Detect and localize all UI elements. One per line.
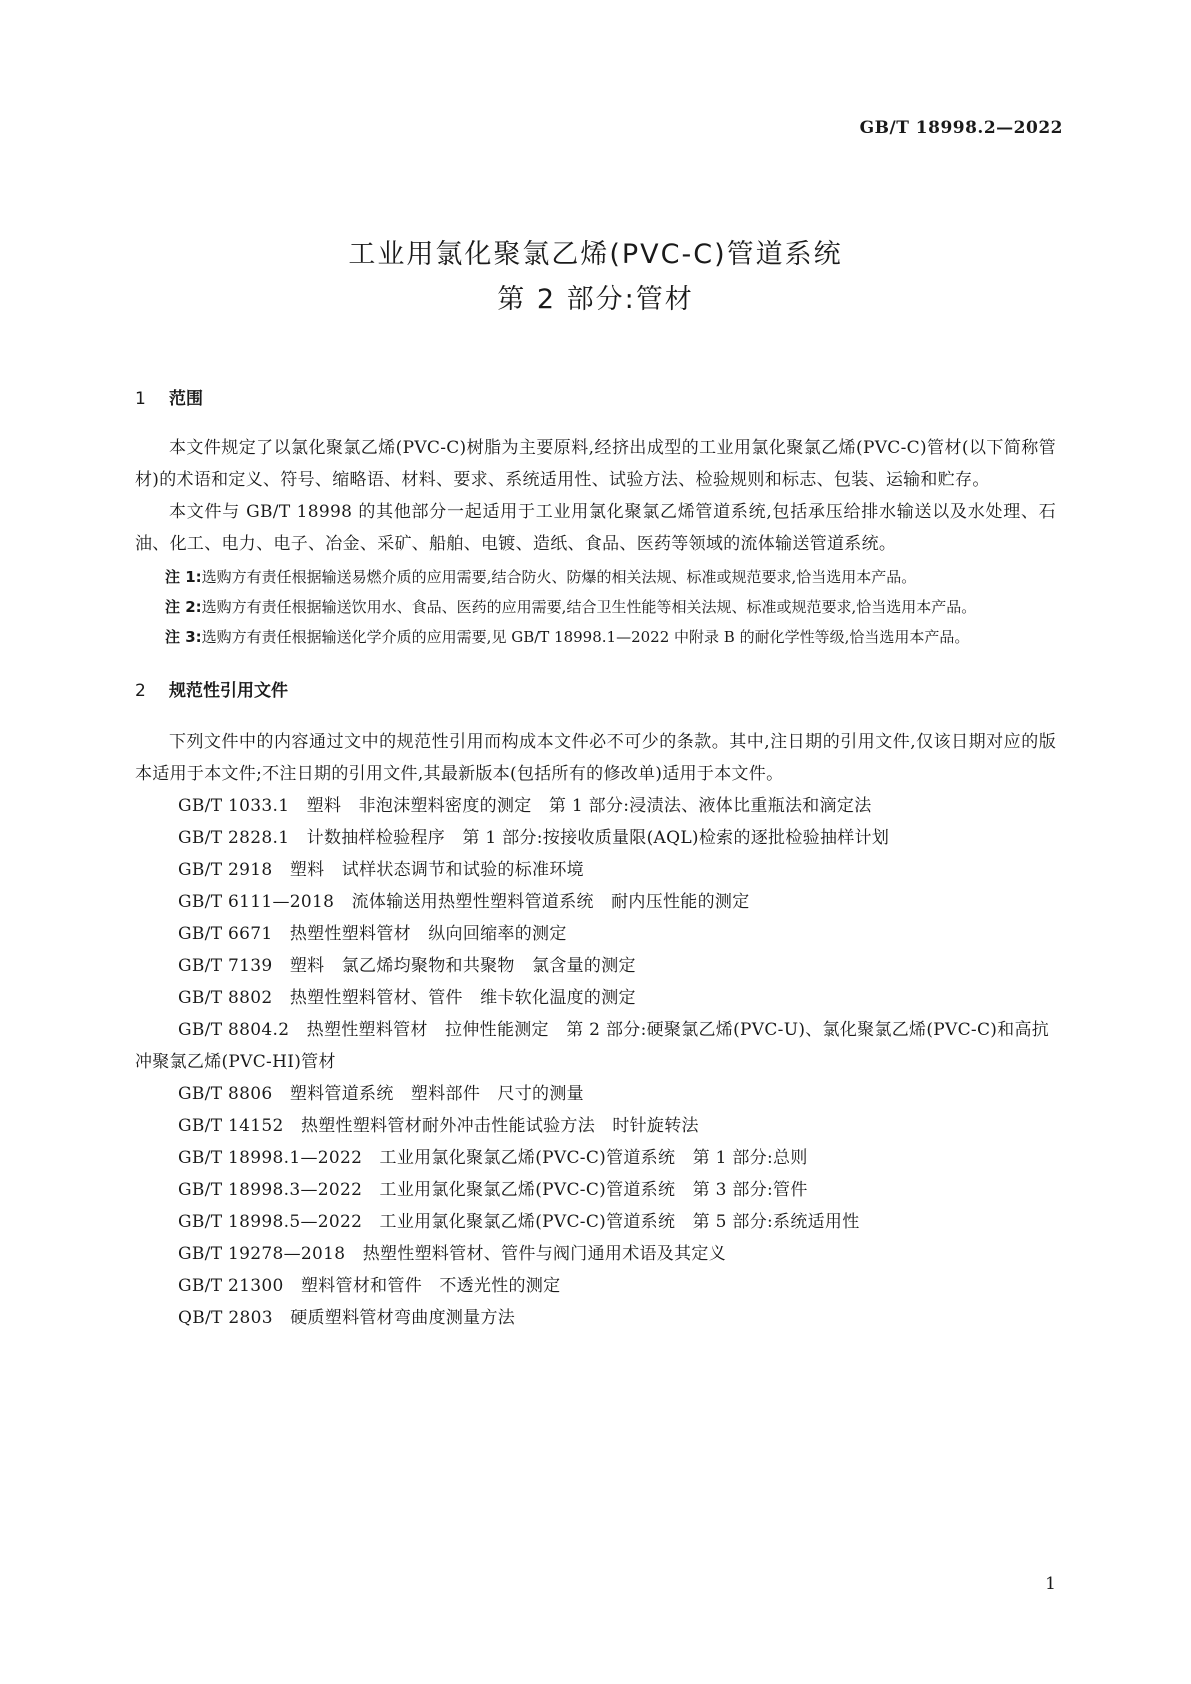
note-label: 注 3: xyxy=(165,628,202,646)
reference-code: GB/T 18998.1—2022 xyxy=(178,1148,363,1168)
reference-code: GB/T 18998.5—2022 xyxy=(178,1212,363,1232)
note xyxy=(127,562,1056,592)
reference-title: 塑料 试样状态调节和试验的标准环境 xyxy=(289,860,584,880)
note-label: 注 1: xyxy=(165,568,202,586)
reference-code: GB/T 1033.1 xyxy=(178,796,290,816)
reference-title: 热塑性塑料管材 拉伸性能测定 第 2 部分:硬聚氯乙烯(PVC-U)、氯化聚氯乙烯(PVC-C)和高抗冲聚氯乙烯(PVC-HI)管材 xyxy=(135,1020,1050,1072)
reference-item xyxy=(135,1174,1056,1206)
reference-title: 塑料管材和管件 不透光性的测定 xyxy=(300,1276,561,1296)
reference-title: 热塑性塑料管材、管件 维卡软化温度的测定 xyxy=(289,988,636,1008)
reference-item xyxy=(135,1078,1056,1110)
section-number: 2 xyxy=(135,681,146,701)
reference-title: 流体输送用热塑性塑料管道系统 耐内压性能的测定 xyxy=(351,892,750,912)
reference-title: 塑料 氯乙烯均聚物和共聚物 氯含量的测定 xyxy=(289,956,636,976)
reference-code: GB/T 6671 xyxy=(178,924,273,944)
reference-title: 工业用氯化聚氯乙烯(PVC-C)管道系统 第 3 部分:管件 xyxy=(379,1180,808,1200)
section-title: 规范性引用文件 xyxy=(169,681,288,701)
reference-title: 热塑性塑料管材 纵向回缩率的测定 xyxy=(289,924,567,944)
note xyxy=(127,592,1056,622)
reference-item xyxy=(135,822,1056,854)
reference-title: 工业用氯化聚氯乙烯(PVC-C)管道系统 第 5 部分:系统适用性 xyxy=(379,1212,860,1232)
reference-code: QB/T 2803 xyxy=(178,1308,273,1328)
reference-item xyxy=(135,1206,1056,1238)
reference-item xyxy=(135,1302,1056,1334)
reference-item xyxy=(135,918,1056,950)
reference-item xyxy=(135,1142,1056,1174)
reference-title: 工业用氯化聚氯乙烯(PVC-C)管道系统 第 1 部分:总则 xyxy=(379,1148,808,1168)
note xyxy=(127,622,1056,652)
reference-code: GB/T 18998.3—2022 xyxy=(178,1180,363,1200)
reference-item xyxy=(135,1014,1056,1078)
reference-code: GB/T 8806 xyxy=(178,1084,273,1104)
section-number: 1 xyxy=(135,389,146,409)
paragraph: 本文件规定了以氯化聚氯乙烯(PVC-C)树脂为主要原料,经挤出成型的工业用氯化聚氯乙烯(PVC-C)管材(以下简称管材)的术语和定义、符号、缩略语、材料、要求、系统适用性、试验方法、检验规则和标志、包装、运输和贮存。 xyxy=(135,438,1056,490)
reference-code: GB/T 2918 xyxy=(178,860,273,880)
reference-item xyxy=(135,854,1056,886)
reference-code: GB/T 7139 xyxy=(178,956,273,976)
section-title: 范围 xyxy=(169,389,203,409)
section-1-heading xyxy=(135,384,1056,414)
document-body xyxy=(135,384,1056,1334)
reference-item xyxy=(135,1238,1056,1270)
reference-item xyxy=(135,982,1056,1014)
reference-code: GB/T 8804.2 xyxy=(178,1020,290,1040)
standard-id: GB/T 18998.2—2022 xyxy=(859,118,1063,138)
reference-item xyxy=(135,790,1056,822)
reference-title: 塑料 非泡沫塑料密度的测定 第 1 部分:浸渍法、液体比重瓶法和滴定法 xyxy=(306,796,872,816)
reference-title: 塑料管道系统 塑料部件 尺寸的测量 xyxy=(289,1084,584,1104)
reference-code: GB/T 2828.1 xyxy=(178,828,290,848)
reference-item xyxy=(135,950,1056,982)
reference-title: 热塑性塑料管材耐外冲击性能试验方法 时针旋转法 xyxy=(300,1116,699,1136)
paragraph: 本文件与 GB/T 18998 的其他部分一起适用于工业用氯化聚氯乙烯管道系统,包括承压给排水输送以及水处理、石油、化工、电力、电子、冶金、采矿、船舶、电镀、造纸、食品、医药等领域的流体输送管道系统。 xyxy=(135,502,1056,554)
reference-code: GB/T 8802 xyxy=(178,988,273,1008)
note-text: 选购方有责任根据输送易燃介质的应用需要,结合防火、防爆的相关法规、标准或规范要求,恰当选用本产品。 xyxy=(201,568,917,586)
reference-code: GB/T 6111—2018 xyxy=(178,892,335,912)
reference-title: 热塑性塑料管材、管件与阀门通用术语及其定义 xyxy=(362,1244,727,1264)
reference-item xyxy=(135,1270,1056,1302)
document-subtitle: 第 2 部分:管材 xyxy=(497,284,694,315)
reference-title: 计数抽样检验程序 第 1 部分:按接收质量限(AQL)检索的逐批检验抽样计划 xyxy=(306,828,890,848)
reference-title: 硬质塑料管材弯曲度测量方法 xyxy=(290,1308,516,1328)
paragraph: 下列文件中的内容通过文中的规范性引用而构成本文件必不可少的条款。其中,注日期的引用文件,仅该日期对应的版本适用于本文件;不注日期的引用文件,其最新版本(包括所有的修改单)适用于本文件。 xyxy=(135,732,1056,784)
note-text: 选购方有责任根据输送化学介质的应用需要,见 GB/T 18998.1—2022 中附录 B 的耐化学性等级,恰当选用本产品。 xyxy=(201,628,970,646)
reference-code: GB/T 19278—2018 xyxy=(178,1244,346,1264)
note-text: 选购方有责任根据输送饮用水、食品、医药的应用需要,结合卫生性能等相关法规、标准或规范要求,恰当选用本产品。 xyxy=(201,598,977,616)
reference-code: GB/T 14152 xyxy=(178,1116,284,1136)
page-number: 1 xyxy=(1045,1574,1056,1594)
document-title: 工业用氯化聚氯乙烯(PVC-C)管道系统 xyxy=(348,239,843,270)
section-2-heading xyxy=(135,676,1056,706)
reference-item xyxy=(135,1110,1056,1142)
note-label: 注 2: xyxy=(165,598,202,616)
reference-code: GB/T 21300 xyxy=(178,1276,284,1296)
reference-item xyxy=(135,886,1056,918)
